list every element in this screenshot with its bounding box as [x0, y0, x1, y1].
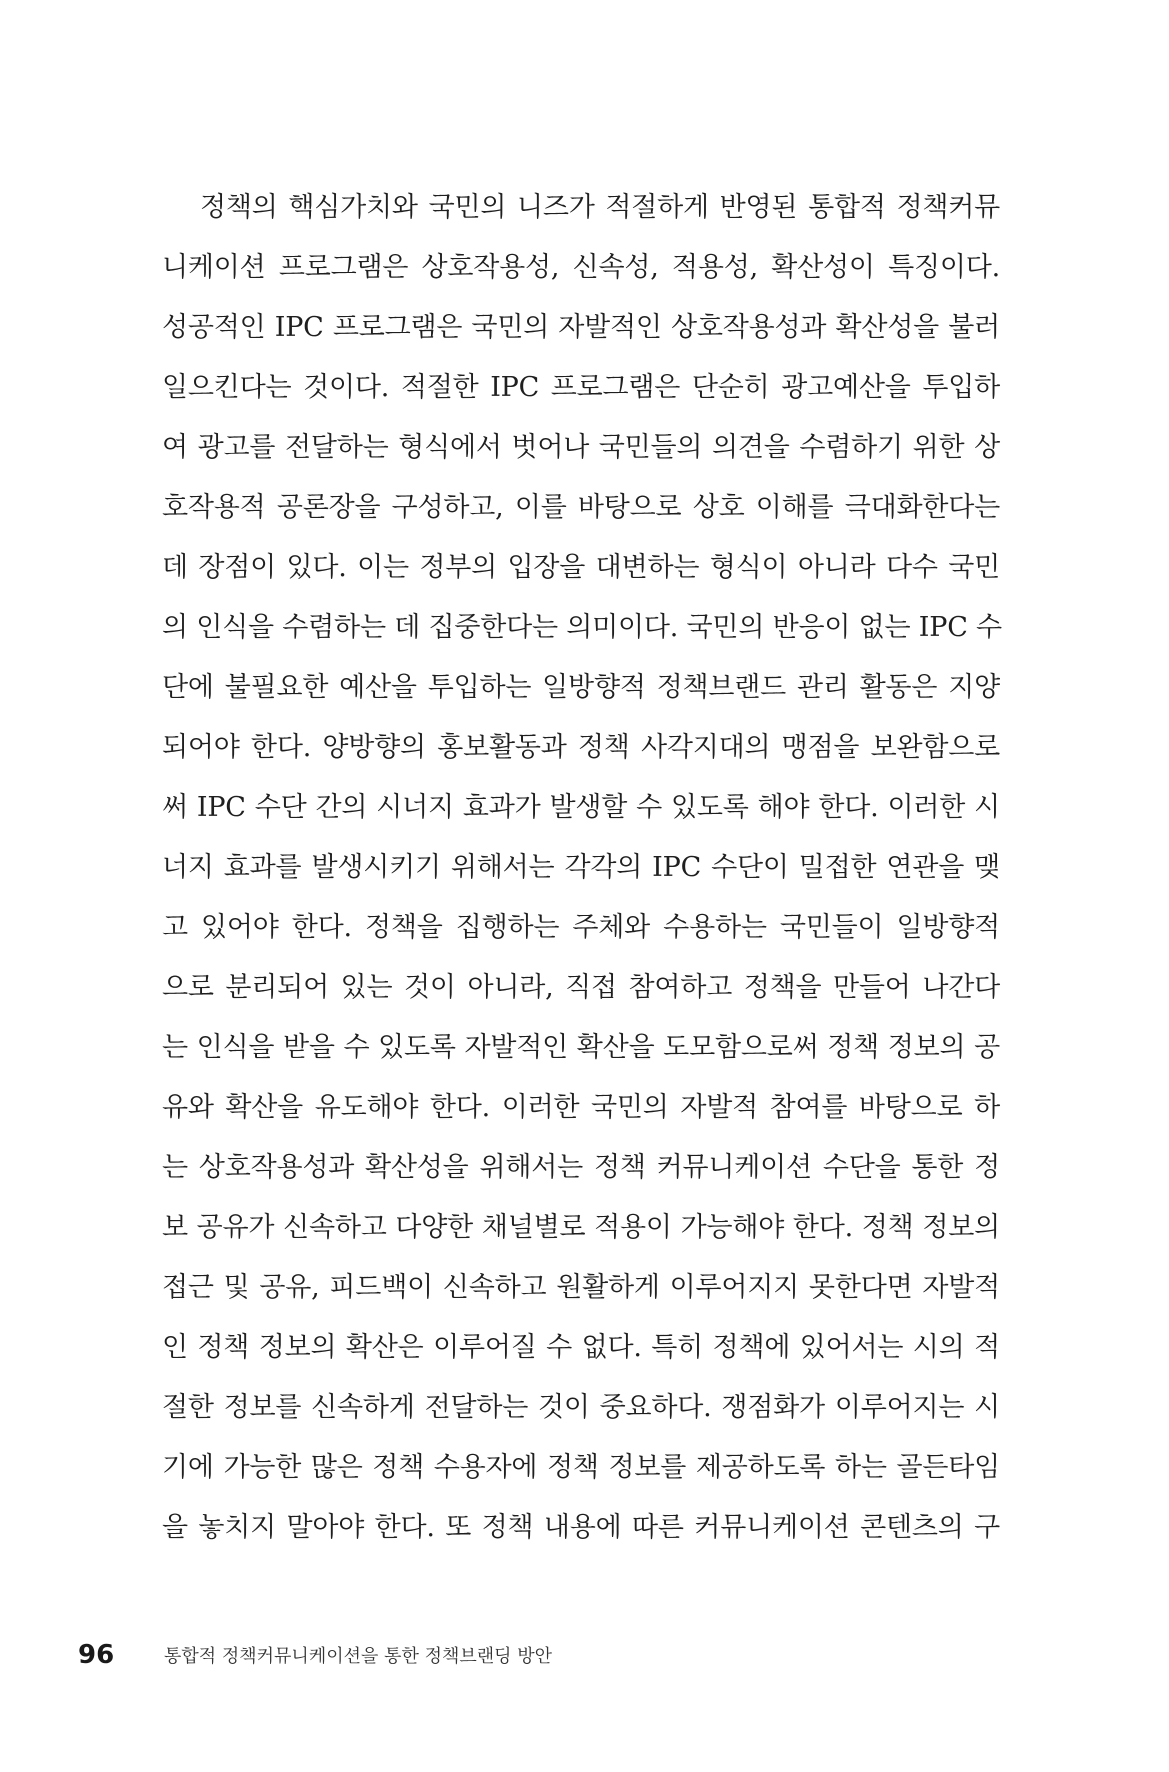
- text-line: 니케이션 프로그램은 상호작용성, 신속성, 적용성, 확산성이 특징이다.: [162, 252, 1000, 283]
- text-line: 고 있어야 한다. 정책을 집행하는 주체와 수용하는 국민들이 일방향적: [162, 912, 1000, 943]
- running-title: 통합적 정책커뮤니케이션을 통한 정책브랜딩 방안: [164, 1646, 553, 1667]
- body-paragraph: [162, 192, 1000, 1572]
- text-line: 데 장점이 있다. 이는 정부의 입장을 대변하는 형식이 아니라 다수 국민: [162, 552, 1000, 583]
- text-line: 인 정책 정보의 확산은 이루어질 수 없다. 특히 정책에 있어서는 시의 적: [162, 1332, 1000, 1363]
- page-number: 96: [78, 1640, 115, 1670]
- text-line: 절한 정보를 신속하게 전달하는 것이 중요하다. 쟁점화가 이루어지는 시: [162, 1392, 1000, 1423]
- text-line: 단에 불필요한 예산을 투입하는 일방향적 정책브랜드 관리 활동은 지양: [162, 672, 1000, 703]
- text-line: 접근 및 공유, 피드백이 신속하고 원활하게 이루어지지 못한다면 자발적: [162, 1272, 1000, 1303]
- page-footer: [78, 1635, 552, 1675]
- text-line: 는 상호작용성과 확산성을 위해서는 정책 커뮤니케이션 수단을 통한 정: [162, 1152, 1000, 1183]
- text-line: 정책의 핵심가치와 국민의 니즈가 적절하게 반영된 통합적 정책커뮤: [200, 192, 1000, 223]
- text-line: 기에 가능한 많은 정책 수용자에 정책 정보를 제공하도록 하는 골든타임: [162, 1452, 1000, 1483]
- text-line: 일으킨다는 것이다. 적절한 IPC 프로그램은 단순히 광고예산을 투입하: [162, 372, 1000, 403]
- text-line: 유와 확산을 유도해야 한다. 이러한 국민의 자발적 참여를 바탕으로 하: [162, 1092, 1000, 1123]
- text-line: 호작용적 공론장을 구성하고, 이를 바탕으로 상호 이해를 극대화한다는: [162, 492, 1000, 523]
- text-line: 여 광고를 전달하는 형식에서 벗어나 국민들의 의견을 수렴하기 위한 상: [162, 432, 1000, 463]
- text-line: 너지 효과를 발생시키기 위해서는 각각의 IPC 수단이 밀접한 연관을 맺: [162, 852, 1000, 883]
- text-line: 는 인식을 받을 수 있도록 자발적인 확산을 도모함으로써 정책 정보의 공: [162, 1032, 1000, 1063]
- text-line: 을 놓치지 말아야 한다. 또 정책 내용에 따른 커뮤니케이션 콘텐츠의 구: [162, 1512, 1000, 1543]
- text-line: 보 공유가 신속하고 다양한 채널별로 적용이 가능해야 한다. 정책 정보의: [162, 1212, 1000, 1243]
- text-line: 써 IPC 수단 간의 시너지 효과가 발생할 수 있도록 해야 한다. 이러한 시: [162, 792, 1000, 823]
- text-line: 의 인식을 수렴하는 데 집중한다는 의미이다. 국민의 반응이 없는 IPC 수: [162, 612, 1002, 643]
- text-line: 되어야 한다. 양방향의 홍보활동과 정책 사각지대의 맹점을 보완함으로: [162, 732, 1000, 763]
- text-line: 으로 분리되어 있는 것이 아니라, 직접 참여하고 정책을 만들어 나간다: [162, 972, 1000, 1003]
- text-line: 성공적인 IPC 프로그램은 국민의 자발적인 상호작용성과 확산성을 불러: [162, 312, 1000, 343]
